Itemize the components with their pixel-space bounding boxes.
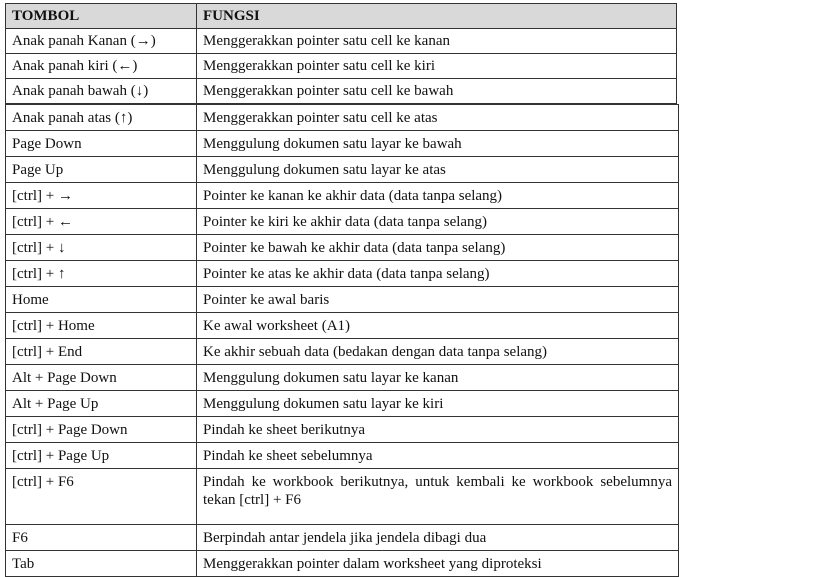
key-cell: Page Down xyxy=(6,131,197,157)
key-cell: [ctrl] + → xyxy=(6,183,197,209)
function-cell: Pointer ke atas ke akhir data (data tanpa selang) xyxy=(197,261,679,287)
key-cell: [ctrl] + Home xyxy=(6,313,197,339)
function-cell: Menggulung dokumen satu layar ke kanan xyxy=(197,365,679,391)
key-cell: Tab xyxy=(6,551,197,577)
table-row xyxy=(6,525,679,551)
table-row xyxy=(6,54,677,79)
key-cell: F6 xyxy=(6,525,197,551)
table-row xyxy=(6,391,679,417)
table-row xyxy=(6,29,677,54)
table-row xyxy=(6,105,679,131)
table-row xyxy=(6,261,679,287)
shortcut-table-part1 xyxy=(5,3,677,104)
table-row xyxy=(6,551,679,577)
table-row xyxy=(6,209,679,235)
function-cell: Menggerakkan pointer satu cell ke kiri xyxy=(197,54,677,79)
key-cell: [ctrl] + Page Up xyxy=(6,443,197,469)
table-row xyxy=(6,313,679,339)
key-cell: Alt + Page Up xyxy=(6,391,197,417)
key-cell: [ctrl] + End xyxy=(6,339,197,365)
function-cell: Menggerakkan pointer satu cell ke bawah xyxy=(197,79,677,104)
key-cell: [ctrl] + ← xyxy=(6,209,197,235)
table-row xyxy=(6,235,679,261)
function-cell: Pindah ke workbook berikutnya, untuk kembali ke workbook sebelumnya tekan [ctrl] + F6 xyxy=(197,469,679,525)
key-cell: [ctrl] + F6 xyxy=(6,469,197,525)
function-cell: Menggulung dokumen satu layar ke atas xyxy=(197,157,679,183)
table-row xyxy=(6,443,679,469)
function-cell: Menggerakkan pointer satu cell ke atas xyxy=(197,105,679,131)
function-cell: Pindah ke sheet berikutnya xyxy=(197,417,679,443)
key-cell: [ctrl] + Page Down xyxy=(6,417,197,443)
header-row xyxy=(6,4,677,29)
table-row xyxy=(6,157,679,183)
function-cell: Ke awal worksheet (A1) xyxy=(197,313,679,339)
function-cell: Menggulung dokumen satu layar ke bawah xyxy=(197,131,679,157)
shortcut-table-part2 xyxy=(5,104,679,577)
key-cell: Anak panah Kanan (→) xyxy=(6,29,197,54)
key-cell: Anak panah kiri (←) xyxy=(6,54,197,79)
key-cell: Anak panah bawah (↓) xyxy=(6,79,197,104)
function-cell: Pointer ke kiri ke akhir data (data tanpa selang) xyxy=(197,209,679,235)
table-row xyxy=(6,131,679,157)
function-cell: Menggulung dokumen satu layar ke kiri xyxy=(197,391,679,417)
function-cell: Pindah ke sheet sebelumnya xyxy=(197,443,679,469)
function-cell: Pointer ke kanan ke akhir data (data tanpa selang) xyxy=(197,183,679,209)
key-cell: Page Up xyxy=(6,157,197,183)
table-row xyxy=(6,469,679,525)
table-row xyxy=(6,417,679,443)
key-cell: [ctrl] + ↓ xyxy=(6,235,197,261)
function-cell: Berpindah antar jendela jika jendela dibagi dua xyxy=(197,525,679,551)
table-row xyxy=(6,365,679,391)
key-cell: [ctrl] + ↑ xyxy=(6,261,197,287)
table-row xyxy=(6,339,679,365)
function-cell: Menggerakkan pointer satu cell ke kanan xyxy=(197,29,677,54)
table-row xyxy=(6,183,679,209)
table-row xyxy=(6,287,679,313)
header-tombol: TOMBOL xyxy=(6,4,197,29)
header-fungsi: FUNGSI xyxy=(197,4,677,29)
key-cell: Home xyxy=(6,287,197,313)
table-row xyxy=(6,79,677,104)
key-cell: Anak panah atas (↑) xyxy=(6,105,197,131)
function-cell: Menggerakkan pointer dalam worksheet yang diproteksi xyxy=(197,551,679,577)
function-cell: Pointer ke awal baris xyxy=(197,287,679,313)
function-cell: Pointer ke bawah ke akhir data (data tanpa selang) xyxy=(197,235,679,261)
key-cell: Alt + Page Down xyxy=(6,365,197,391)
function-cell: Ke akhir sebuah data (bedakan dengan data tanpa selang) xyxy=(197,339,679,365)
